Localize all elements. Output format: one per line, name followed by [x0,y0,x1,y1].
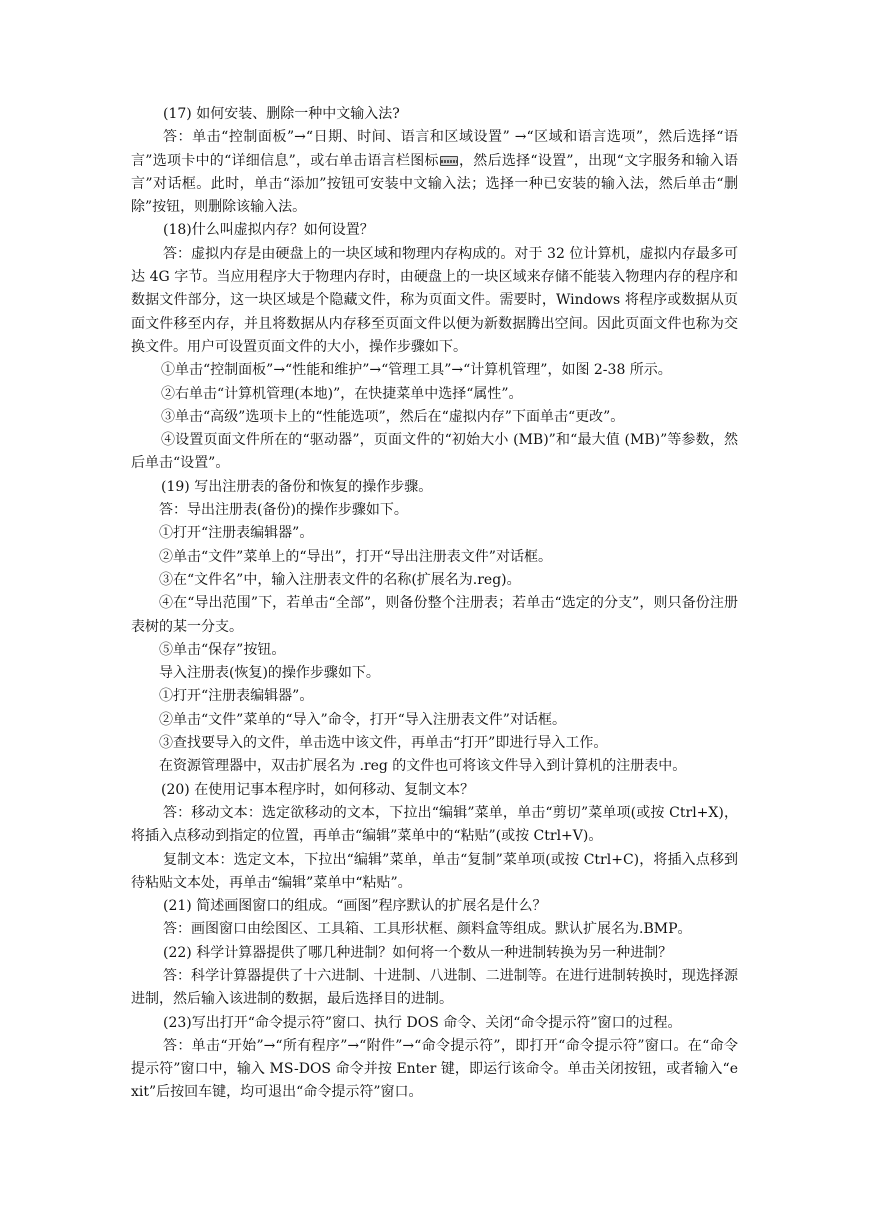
step-19-import-1: ①打开“注册表编辑器”。 [159,688,314,705]
explorer-note: 在资源管理器中，双击扩展名为 .reg 的文件也可将该文件导入到计算机的注册表中。 [159,758,687,775]
answer-20-copy: 复制文本：选定文本，下拉出“编辑”菜单，单击“复制”菜单项(或按 Ctrl+C)，将插入点移到待粘贴文本处，再单击“编辑”菜单中“粘贴”。 [131,851,738,891]
answer-18: 答：虚拟内存是由硬盘上的一块区域和物理内存构成的。对于 32 位计算机，虚拟内存最多可达 4G 字节。当应用程序大于物理内存时，由硬盘上的一块区域来存储不能装入物理内存的程序和数据文件部分，这一块区域是个隐藏文件，称为页面文件。需要时，Windows 将程序或数据从页面文件移至内存，并且将数据从内存移至页面文件以便为新数据腾出空间。因此页面文件也称为交换文件。用户可设置页面文件的大小，操作步骤如下。 [131,245,738,355]
step-19-import-2: ②单击“文件”菜单的“导入”命令，打开“导入注册表文件”对话框。 [159,711,566,728]
answer-21: 答：画图窗口由绘图区、工具箱、工具形状框、颜料盒等组成。默认扩展名为.BMP。 [163,921,692,938]
question-19: (19) 写出注册表的备份和恢复的操作步骤。 [161,478,433,495]
step-18-2: ②右单击“计算机管理(本地)”，在快捷菜单中选择“属性”。 [161,385,523,402]
answer-17 [131,126,738,219]
question-21: (21) 简述画图窗口的组成。“画图”程序默认的扩展名是什么？ [163,898,547,915]
question-22: (22) 科学计算器提供了哪几种进制？如何将一个数从一种进制转换为另一种进制？ [163,944,673,961]
step-18-3: ③单击“高级”选项卡上的“性能选项”，然后在“虚拟内存”下面单击“更改”。 [161,408,625,425]
answer-22: 答：科学计算器提供了十六进制、十进制、八进制、二进制等。在进行进制转换时，现选择源进制，然后输入该进制的数据，最后选择目的进制。 [131,967,738,1008]
answer-17-part1: 答：单击“控制面板”→“日期、时间、语言和区域设置” →“区域和语言选项”，然后选择“语言”选项卡中的“详细信息”，或右单击语言栏图标 [131,129,738,169]
step-19-import-3: ③查找要导入的文件，单击选中该文件，再单击“打开”即进行导入工作。 [159,735,608,752]
step-19-export-1: ①打开“注册表编辑器”。 [159,525,314,542]
step-19-export-4: ④在“导出范围”下，若单击“全部”，则备份整个注册表；若单击“选定的分支”，则只备份注册表树的某一分支。 [131,595,738,635]
import-intro: 导入注册表(恢复)的操作步骤如下。 [159,665,380,682]
question-20: (20) 在使用记事本程序时，如何移动、复制文本？ [161,781,475,798]
answer-20-move: 答：移动文本：选定欲移动的文本，下拉出“编辑”菜单，单击“剪切”菜单项(或按 Ctrl+X)，将插入点移动到指定的位置，再单击“编辑”菜单中的“粘贴”(或按 Ctrl+V)。 [131,804,738,845]
answer-17-part2: ，然后选择“设置”，出现“文字服务和输入语言”对话框。此时，单击“添加”按钮可安装中文输入法；选择一种已安装的输入法，然后单击“删除”按钮，则删除该输入法。 [131,152,738,216]
question-18: (18)什么叫虚拟内存？如何设置？ [163,222,374,239]
question-17: (17) 如何安装、删除一种中文输入法? [163,106,400,122]
step-18-1: ①单击“控制面板”→“性能和维护”→“管理工具”→“计算机管理”，如图 2-38 所示。 [161,362,672,379]
step-19-export-2: ②单击“文件”菜单上的“导出”，打开“导出注册表文件”对话框。 [159,548,552,565]
answer-23: 答：单击“开始”→“所有程序”→“附件”→“命令提示符”，即打开“命令提示符”窗口。在“命令提示符”窗口中，输入 MS-DOS 命令并按 Enter 键，即运行该命令。单击关闭按钮，或者输入“exit”后按回车键，均可退出“命令提示符”窗口。 [131,1037,738,1101]
question-23: (23)写出打开“命令提示符”窗口、执行 DOS 命令、关闭“命令提示符”窗口的过程。 [163,1014,682,1031]
step-19-export-5: ⑤单击“保存”按钮。 [159,641,286,658]
document-body [131,103,738,1105]
answer-19-intro: 答：导出注册表(备份)的操作步骤如下。 [159,502,408,519]
step-18-4: ④设置页面文件所在的“驱动器”，页面文件的“初始大小 (MB)”和“最大值 (MB)”等参数，然后单击“设置”。 [131,432,738,472]
language-bar-keyboard-icon [440,156,458,166]
step-19-export-3: ③在“文件名”中，输入注册表文件的名称(扩展名为.reg)。 [159,571,521,588]
